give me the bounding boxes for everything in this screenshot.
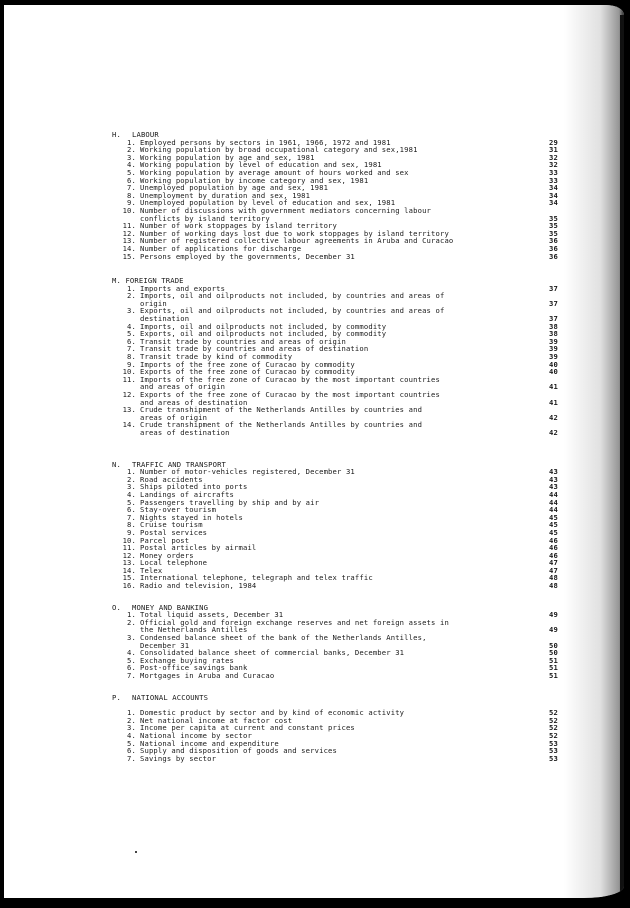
entry-title: Unemployed population by level of education and sex, 1981 [140, 198, 396, 208]
entry-page-number: 37 [549, 283, 558, 293]
entry-title: National income by sector [140, 730, 252, 740]
entry-page-number: 31 [549, 145, 558, 155]
entry-number: 9. [127, 359, 136, 369]
entry-title: Domestic product by sector and by kind of economic activity [140, 708, 405, 718]
entry-page-number: 46 [549, 550, 558, 560]
entry-number: 16. [122, 581, 136, 591]
entry-number: 3. [127, 633, 136, 643]
entry-page-number: 40 [549, 359, 558, 369]
entry-number: 14. [122, 420, 136, 430]
entry-page-number: 50 [549, 640, 558, 650]
scan-speck [135, 851, 137, 853]
entry-number: 7. [127, 344, 136, 354]
entry-page-number: 34 [549, 183, 558, 193]
entry-page-number: 41 [549, 397, 558, 407]
entry-title: Money orders [140, 550, 194, 560]
entry-page-number: 35 [549, 213, 558, 223]
entry-page-number: 53 [549, 753, 558, 763]
entry-number: 7. [127, 512, 136, 522]
entry-title: Persons employed by the governments, December 31 [140, 251, 355, 261]
entry-page-number: 53 [549, 738, 558, 748]
entry-title: Official gold and foreign exchange reserves and net foreign assets in [140, 617, 449, 627]
entry-number: 6. [127, 663, 136, 673]
entry-number: 2. [127, 474, 136, 484]
entry-title: Parcel post [140, 535, 190, 545]
entry-page-number: 52 [549, 715, 558, 725]
entry-page-number: 43 [549, 467, 558, 477]
entry-number: 5. [127, 738, 136, 748]
entry-number: 8. [127, 190, 136, 200]
entry-page-number: 51 [549, 671, 558, 680]
entry-title: Imports, oil and oilproducts not included, by commodity [140, 321, 387, 331]
entry-number: 1. [127, 467, 136, 477]
section-traffic-transport [112, 461, 558, 590]
entry-number: 5. [127, 497, 136, 507]
entry-title: Imports of the free zone of Curacao by commodity [140, 359, 355, 369]
entry-number: 15. [122, 573, 136, 583]
entry-number: 10. [122, 205, 136, 215]
entry-number: 7. [127, 671, 136, 680]
entry-title: Working population by average amount of hours worked and sex [140, 167, 409, 177]
entry-title: areas of origin [140, 412, 208, 422]
entry-title: and areas of destination [140, 397, 248, 407]
entry-page-number: 38 [549, 329, 558, 339]
entry-title: Employed persons by sectors in 1961, 1966, 1972 and 1981 [140, 137, 391, 147]
entry-page-number: 45 [549, 512, 558, 522]
entry-title: Net national income at factor cost [140, 715, 293, 725]
entry-page-number: 37 [549, 314, 558, 324]
entry-title: conflicts by island territory [140, 213, 270, 223]
entry-page-number: 51 [549, 655, 558, 665]
entry-title: Postal services [140, 527, 208, 537]
toc-entry [112, 582, 558, 590]
entry-title: Landings of aircrafts [140, 489, 235, 499]
entry-page-number: 51 [549, 663, 558, 673]
entry-title: Number of applications for discharge [140, 243, 302, 253]
section-title: MONEY AND BANKING [132, 602, 209, 612]
entry-page-number: 47 [549, 565, 558, 575]
entry-title: Road accidents [140, 474, 203, 484]
entry-page-number: 44 [549, 497, 558, 507]
section-items [112, 285, 558, 437]
section-foreign-trade [112, 277, 558, 436]
entry-title: Imports of the free zone of Curacao by the most important countries [140, 374, 440, 384]
entry-title: Postal articles by airmail [140, 543, 257, 553]
entry-title: Number of working days lost due to work stoppages by island territory [140, 228, 449, 238]
entry-title: Working population by level of education and sex, 1981 [140, 160, 382, 170]
entry-page-number: 36 [549, 251, 558, 261]
entry-number: 13. [122, 558, 136, 568]
entry-page-number: 52 [549, 730, 558, 740]
entry-title: Imports, oil and oilproducts not included, by countries and areas of [140, 291, 445, 301]
entry-number: 6. [127, 336, 136, 346]
entry-page-number: 33 [549, 167, 558, 177]
section-heading [112, 694, 558, 702]
entry-number: 3. [127, 152, 136, 162]
entry-title: Exchange buying rates [140, 655, 235, 665]
toc-entry [112, 253, 558, 261]
entry-number [112, 429, 140, 437]
toc-entry-continuation [112, 429, 558, 437]
entry-title: Local telephone [140, 558, 208, 568]
entry-number: 13. [122, 405, 136, 415]
entry-number: 11. [122, 374, 136, 384]
entry-page-number: 49 [549, 610, 558, 620]
entry-number: 9. [127, 527, 136, 537]
entry-title: Income per capita at current and constant prices [140, 723, 355, 733]
entry-title: Working population by age and sex, 1981 [140, 152, 315, 162]
entry-page-number: 43 [549, 482, 558, 492]
entry-page-number: 36 [549, 236, 558, 246]
entry-number: 9. [127, 198, 136, 208]
entry-number: 4. [127, 489, 136, 499]
entry-number: 6. [127, 746, 136, 756]
entry-page-number: 49 [549, 625, 558, 635]
entry-number: 4. [127, 730, 136, 740]
entry-number: 7. [127, 183, 136, 193]
entry-page-number: 50 [549, 648, 558, 658]
entry-number: 1. [127, 610, 136, 620]
entry-page-number: 48 [549, 581, 558, 591]
entry-title: Number of motor-vehicles registered, December 31 [140, 467, 355, 477]
section-national-accounts [112, 694, 558, 763]
entry-number: 3. [127, 482, 136, 492]
entry-number: 5. [127, 655, 136, 665]
entry-page-number: 52 [549, 708, 558, 718]
entry-title: Working population by broad occupational category and sex,1981 [140, 145, 418, 155]
entry-number: 14. [122, 565, 136, 575]
entry-title: destination [140, 314, 190, 324]
toc-entry [112, 559, 558, 567]
entry-number: 6. [127, 175, 136, 185]
entry-page-number: 52 [549, 723, 558, 733]
entry-number: 2. [127, 715, 136, 725]
entry-page-number: 34 [549, 198, 558, 208]
entry-number: 1. [127, 708, 136, 718]
section-letter: M. [112, 276, 121, 286]
entry-title: Number of discussions with government mediators concerning labour [140, 205, 432, 215]
entry-title: Unemployment by duration and sex, 1981 [140, 190, 311, 200]
section-title: NATIONAL ACCOUNTS [132, 692, 209, 702]
entry-title: Transit trade by countries and areas of origin [140, 336, 346, 346]
entry-number: 4. [127, 648, 136, 658]
entry-number: 8. [127, 520, 136, 530]
entry-number: 12. [122, 550, 136, 560]
section-letter: H. [112, 130, 121, 139]
entry-title: Post-office savings bank [140, 663, 248, 673]
entry-title: Transit trade by kind of commodity [140, 352, 293, 362]
entry-number: 8. [127, 352, 136, 362]
entry-number: 10. [122, 367, 136, 377]
toc-entry [112, 672, 558, 680]
entry-title: Exports, oil and oilproducts not included, by commodity [140, 329, 387, 339]
entry-title: Supply and disposition of goods and services [140, 746, 337, 756]
section-money-banking [112, 604, 558, 680]
entry-page-number: 38 [549, 321, 558, 331]
entry-page-number: 34 [549, 190, 558, 200]
section-items [112, 611, 558, 679]
entry-page-number: 42 [549, 412, 558, 422]
entry-page-number: 45 [549, 520, 558, 530]
entry-page-number: 37 [549, 298, 558, 308]
entry-title: National income and expenditure [140, 738, 279, 748]
entry-page-number: 32 [549, 160, 558, 170]
entry-number: 5. [127, 167, 136, 177]
entry-page-number: 35 [549, 228, 558, 238]
entry-page-number: 53 [549, 746, 558, 756]
section-items [112, 468, 558, 590]
entry-title: Crude transhipment of the Netherlands Antilles by countries and [140, 420, 423, 430]
entry-title: origin [140, 298, 167, 308]
entry-page-number: 45 [549, 527, 558, 537]
toc-entry [112, 755, 558, 763]
scanned-page [4, 5, 624, 898]
entry-number: 15. [122, 251, 136, 261]
entry-title: Telex [140, 565, 163, 575]
entry-number: 2. [127, 617, 136, 627]
entry-title: Exports of the free zone of Curacao by commodity [140, 367, 355, 377]
entry-page-number: 40 [549, 367, 558, 377]
section-title: FOREIGN TRADE [125, 276, 184, 286]
entry-title: Savings by sector [140, 753, 217, 763]
entry-title: the Netherlands Antilles [140, 625, 248, 635]
section-title: TRAFFIC AND TRANSPORT [132, 459, 227, 469]
entry-title: Radio and television, 1984 [140, 581, 257, 591]
entry-number: 11. [122, 543, 136, 553]
entry-page-number: 39 [549, 344, 558, 354]
entry-title: Exports, oil and oilproducts not included, by countries and areas of [140, 306, 445, 316]
entry-title: International telephone, telegraph and telex traffic [140, 573, 373, 583]
entry-number: 3. [127, 306, 136, 316]
section-letter: O. [112, 602, 121, 612]
entry-page-number: 44 [549, 505, 558, 515]
entry-title: Unemployed population by age and sex, 1981 [140, 183, 329, 193]
page-curl-shadow [564, 5, 624, 898]
entry-number: 1. [127, 137, 136, 147]
section-letter: N. [112, 459, 121, 469]
entry-title: Imports and exports [140, 283, 226, 293]
entry-number: 4. [127, 160, 136, 170]
entry-title: Condensed balance sheet of the bank of the Netherlands Antilles, [140, 633, 427, 643]
entry-number: 11. [122, 221, 136, 231]
section-letter: P. [112, 692, 121, 702]
entry-title: Mortgages in Aruba and Curacao [140, 671, 275, 680]
entry-title: Transit trade by countries and areas of destination [140, 344, 369, 354]
entry-number: 4. [127, 321, 136, 331]
entry-page-number: 39 [549, 336, 558, 346]
entry-number: 13. [122, 236, 136, 246]
entry-page-number: 46 [549, 543, 558, 553]
entry-page-number: 43 [549, 474, 558, 484]
entry-number: 7. [127, 753, 136, 763]
section-items [112, 139, 558, 261]
entry-title: Consolidated balance sheet of commercial banks, December 31 [140, 648, 405, 658]
entry-number: 3. [127, 723, 136, 733]
entry-number: 12. [122, 390, 136, 399]
entry-title: Exports of the free zone of Curacao by the most important countries [140, 390, 440, 399]
entry-page-number: 29 [549, 137, 558, 147]
table-of-contents [112, 131, 558, 762]
entry-title: Nights stayed in hotels [140, 512, 243, 522]
entry-page-number: 33 [549, 175, 558, 185]
entry-page-number: 44 [549, 489, 558, 499]
entry-number: 5. [127, 329, 136, 339]
entry-number: 6. [127, 505, 136, 515]
entry-number: 14. [122, 243, 136, 253]
entry-title: Crude transhipment of the Netherlands Antilles by countries and [140, 405, 423, 415]
page-edge [620, 15, 624, 895]
entry-page-number: 48 [549, 573, 558, 583]
entry-page-number: 32 [549, 152, 558, 162]
entry-page-number: 41 [549, 382, 558, 392]
entry-number: 12. [122, 228, 136, 238]
entry-number: 2. [127, 145, 136, 155]
entry-page-number: 46 [549, 535, 558, 545]
section-labour [112, 131, 558, 260]
entry-title: Cruise tourism [140, 520, 203, 530]
toc-entry [112, 292, 558, 300]
entry-number: 10. [122, 535, 136, 545]
entry-title: Total liquid assets, December 31 [140, 610, 284, 620]
entry-title: Number of registered collective labour agreements in Aruba and Curacao [140, 236, 454, 246]
entry-title: and areas of origin [140, 382, 226, 392]
entry-page-number: 39 [549, 352, 558, 362]
entry-page-number: 42 [549, 427, 558, 437]
entry-title: Number of work stoppages by island territory [140, 221, 337, 231]
section-title: LABOUR [132, 130, 159, 139]
entry-number: 2. [127, 291, 136, 301]
entry-title: Ships piloted into ports [140, 482, 248, 492]
entry-title: Stay-over tourism [140, 505, 217, 515]
entry-page-number: 47 [549, 558, 558, 568]
section-items [112, 709, 558, 762]
entry-title: December 31 [140, 640, 190, 650]
entry-title: Working population by income category and sex, 1981 [140, 175, 369, 185]
entry-title: areas of destination [140, 427, 230, 437]
entry-page-number: 36 [549, 243, 558, 253]
entry-page-number: 35 [549, 221, 558, 231]
entry-title: Passengers travelling by ship and by air [140, 497, 320, 507]
entry-number: 1. [127, 283, 136, 293]
